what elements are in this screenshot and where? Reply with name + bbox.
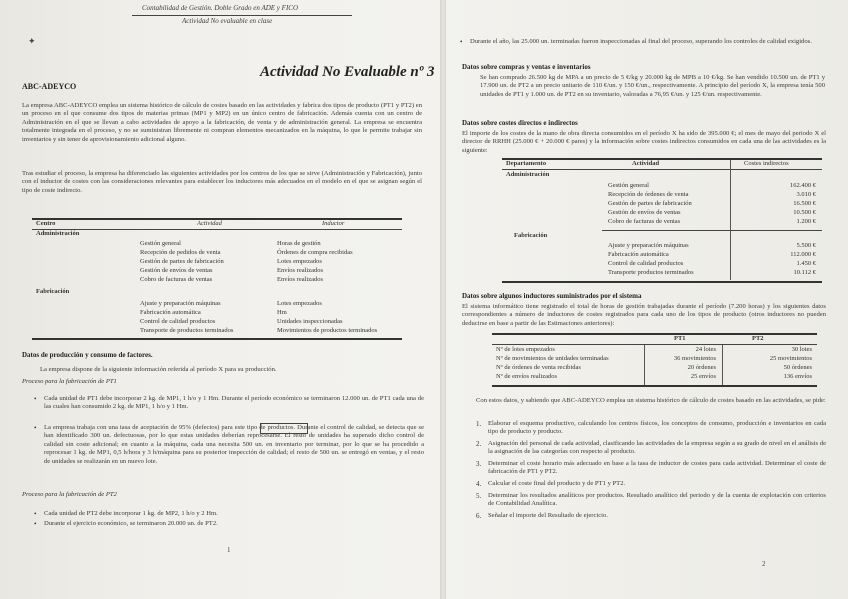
table-header-rule: [32, 229, 402, 230]
table-bottom-rule: [492, 385, 817, 387]
table-cell: 24 lotes: [695, 346, 716, 353]
drivers-heading: Datos sobre algunos inductores suministrados por el sistema: [462, 292, 642, 300]
header-activity: Actividad No evaluable en clase: [182, 17, 273, 25]
table-cell: Unidades inspeccionadas: [277, 318, 343, 325]
table-cell: 5.500 €: [796, 242, 816, 249]
table-cell: Control de calidad productos: [608, 260, 684, 267]
pt1-bullet-2: La empresa trabaja con una tasa de aceptación de 95% (defectos) para este tipo de productos. Durante el control de calidad, se detecta que se han identificado 300 un. defectuosas, por lo que estas unidades deberían reprocesarse. El resto de unidades ha superado dicho control de calidad sin coste adicional; en cuanto a la máquina, cada una necesita 500 un. en inventario por terminar, por lo que se ha procedido a reprocesar 1 kg. de MP1, 0,5 h/hora y 3 h/máquina para su posterior inspección de calidad; el resto de 500 un. se entregó en ventas, y el resto de unidades se realizarán en un nuevo lote.: [44, 424, 424, 465]
table-cell: Ajuste y preparación máquinas: [140, 300, 221, 307]
right-page: [452, 0, 832, 599]
bullet-marker: •: [460, 38, 463, 46]
table-cell: Control de calidad productos: [140, 318, 216, 325]
inspection-bullet: Durante el año, las 25.000 un. terminadas fueron inspeccionadas al final del proceso, superando los controles de calidad exigidos.: [470, 38, 812, 45]
costs-text: El importe de los costes de la mano de obra directa consumidos en el período X ha sido de 395.000 €; el mes de mayo del periodo X el director de RRHH (25.000 € + 20.000 € pares) y la información sobre costes indirectos consumidos en cada una de las actividades es la siguiente:: [462, 130, 826, 154]
task-number: 6.: [476, 512, 482, 520]
col-header-activity: Actividad: [632, 160, 660, 167]
table-cell: 50 órdenes: [783, 364, 812, 371]
page-title: Actividad No Evaluable nº 3: [260, 64, 435, 80]
task-item: Calcular el coste final del producto y de PT1 y PT2.: [488, 480, 626, 487]
table-cell: Envíos realizados: [277, 267, 324, 274]
col-header-driver: Inductor: [322, 220, 345, 227]
table-cell: 112.000 €: [790, 251, 816, 258]
table-cell: 136 envíos: [783, 373, 812, 380]
table-cell: 1.200 €: [796, 218, 816, 225]
task-item: Determinar el coste horario más adecuado en base a la tasa de inductor de costes para cada actividad. Determinar el coste de fabricación de PT1 y PT2.: [488, 460, 826, 476]
table-cell: Transporte productos terminados: [608, 269, 694, 276]
table-cell: Lotes empezados: [277, 258, 322, 265]
col-header-pt2: PT2: [752, 335, 764, 342]
task-number: 4.: [476, 480, 482, 488]
table-header-rule: [502, 169, 822, 170]
table-cell: Gestión de partes de fabricación: [608, 200, 692, 207]
pt2-bullet-2: Durante el ejercicio económico, se terminaron 20.000 un. de PT2.: [44, 520, 218, 527]
col-header-activity: Actividad: [197, 220, 222, 227]
task-item: Asignación del personal de cada actividad, clasificando las actividades de la empresa según a su grado de nivel en el análisis de la asignación de las categorías con respecto al producto.: [488, 440, 826, 456]
task-item: Elaborar el esquema productivo, calculando los centros físicos, los conceptos de consumo, producción e inventarios en cada tipo de producto y producto.: [488, 420, 826, 436]
pt1-process-heading: Proceso para la fabricación de PT1: [22, 378, 117, 385]
task-item: Determinar los resultados analíticos por productos. Resultado analítico del periodo y de la cuenta de explotación con criterios de Contabilidad Analítica.: [488, 492, 826, 508]
costs-heading: Datos sobre costes directos e indirectos: [462, 119, 578, 127]
table-cell: 25 movimientos: [769, 355, 812, 362]
table-cell: Horas de gestión: [277, 240, 321, 247]
task-number: 3.: [476, 460, 482, 468]
table-cell: Gestión general: [140, 240, 181, 247]
intro-paragraph-2: Tras estudiar el proceso, la empresa ha diferenciado las siguientes actividades por los centros de los que se sirve (Administración y Fabricación), junto con el inductor de costes con las consideraciones relevantes para establecer los inductores más adecuados en el modelo en el que se asignan según el tipo de coste indirecto.: [22, 170, 422, 194]
table-cell: Nº de movimientos de unidades terminadas: [496, 355, 609, 362]
table-bottom-rule: [502, 281, 822, 283]
table-cell: Recepción de órdenes de venta: [608, 191, 689, 198]
task-number: 5.: [476, 492, 482, 500]
table-cell: 1.450 €: [796, 260, 816, 267]
table-cell: Hm: [277, 309, 287, 316]
col-header-center: Centro: [36, 220, 56, 227]
company-name: ABC-ADEYCO: [22, 82, 77, 91]
table-cell: 162.400 €: [790, 182, 816, 189]
highlight-box: [260, 423, 308, 434]
table-cell: Transporte de productos terminados: [140, 327, 234, 334]
col-header-department: Departamento: [506, 160, 547, 167]
task-number: 2.: [476, 440, 482, 448]
table-top-rule: [492, 333, 817, 335]
book-gutter: [440, 0, 446, 599]
pt1-bullet-1: Cada unidad de PT1 debe incorporar 2 kg. de MP1, 1 h/o y 1 Hm. Durante el período económico se terminaron 12.000 un. de PT1 cada una de las cuales han consumido 2 kg. de MP1, 1 h/o y 1 Hm.: [44, 395, 424, 411]
left-page: [22, 0, 437, 599]
table-cell: Ajuste y preparación máquinas: [608, 242, 689, 249]
tasks-intro: Con estos datos, y sabiendo que ABC-ADEYCO emplea un sistema histórico de cálculo de costes basado en las actividades, se pide:: [476, 397, 826, 404]
header-course: Contabilidad de Gestión. Doble Grado en ADE y FICO: [142, 4, 298, 12]
group-rule: [602, 230, 822, 231]
table-cell: 20 órdenes: [687, 364, 716, 371]
col-header-pt1: PT1: [674, 335, 686, 342]
page-number-right: 2: [762, 560, 766, 568]
pt2-bullet-1: Cada unidad de PT2 debe incorporar 1 kg. de MP2, 1 h/o y 2 Hm.: [44, 510, 218, 517]
table-cell: 10.500 €: [793, 209, 816, 216]
table-cell: Lotes empezados: [277, 300, 322, 307]
group-label-administration: Administración: [506, 171, 550, 178]
table-cell: 36 movimientos: [673, 355, 716, 362]
col-header-cost: Costes indirectos: [744, 160, 789, 167]
table-cell: Nº de lotes empezados: [496, 346, 555, 353]
table-cell: Envíos realizados: [277, 276, 324, 283]
table-cell: Nº de órdenes de venta recibidas: [496, 364, 581, 371]
table-cell: Movimientos de productos terminados: [277, 327, 378, 334]
group-label-fabrication: Fabricación: [36, 288, 70, 295]
table-cell: Nº de envíos realizados: [496, 373, 558, 380]
bullet-marker: •: [34, 395, 37, 403]
table-cell: Gestión de envíos de ventas: [140, 267, 213, 274]
table-cell: 30 lotes: [791, 346, 812, 353]
table-cell: Fabricación automática: [140, 309, 201, 316]
bullet-marker: •: [34, 520, 37, 528]
bullet-marker: •: [34, 510, 37, 518]
group-label-administration: Administración: [36, 230, 80, 237]
punch-mark: ✦: [28, 36, 36, 46]
table-cell: 3.010 €: [796, 191, 816, 198]
production-heading: Datos de producción y consumo de factores.: [22, 351, 153, 359]
table-cell: Cobro de facturas de ventas: [608, 218, 681, 225]
table-bottom-rule: [32, 338, 402, 340]
table-cell: Cobro de facturas de ventas: [140, 276, 213, 283]
purchases-heading: Datos sobre compras y ventas e inventarios: [462, 63, 591, 71]
task-number: 1.: [476, 420, 482, 428]
header-rule: [132, 15, 352, 16]
drivers-text: El sistema informático tiene registrado el total de horas de gestión trabajadas durante el período (7.200 horas) y los siguientes datos correspondientes a número de inductores de costes registrados para cada uno de los tipos de producto (otros inductores no pueden deducirse en base a partir de las Estimaciones anteriores):: [462, 303, 826, 327]
task-item: Señalar el importe del Resultado de ejercicio.: [488, 512, 608, 519]
table-cell: Órdenes de compra recibidas: [277, 249, 353, 256]
table-cell: Fabricación automática: [608, 251, 669, 258]
table-cell: Recepción de pedidos de venta: [140, 249, 221, 256]
table-header-rule: [492, 344, 817, 345]
page-number-left: 1: [227, 546, 231, 554]
production-intro: La empresa dispone de la siguiente información referida al período X para su producción.: [40, 366, 277, 373]
table-column-divider: [730, 160, 731, 280]
purchases-text: Se han comprado 26.500 kg de MPA a un precio de 5 €/kg y 20.000 kg de MPB a 10 €/kg. Se han vendido 10.500 un. de PT1 y 17.900 un. de PT2 a un precio unitario de 110 €/un. y 150 €/un., respectivamente. A principio del período X, la empresa tenía 500 unidades de PT1 y 1.000 un. de PT2 en su inventario, valoradas a 76,95 €/un. y 125 €/un. respectivamente.: [480, 74, 825, 98]
table-cell: 16.500 €: [793, 200, 816, 207]
bullet-marker: •: [34, 424, 37, 432]
table-cell: 10.112 €: [793, 269, 816, 276]
group-label-fabrication: Fabricación: [514, 232, 548, 239]
table-column-divider: [722, 345, 723, 385]
table-cell: Gestión de envíos de ventas: [608, 209, 681, 216]
table-column-divider: [644, 345, 645, 385]
intro-paragraph-1: La empresa ABC-ADEYCO emplea un sistema histórico de cálculo de costes basado en las actividades y fabrica dos tipos de producto (PT1 y PT2) en un proceso en el que consume dos tipos de materias primas (MP1 y MP2) en un único centro de fabricación. Además cuenta con un centro de Administración en el que se llevan a cabo actividades de apoyo a la fabricación, de venta y de administración general. La empresa se encuentra totalmente integrada en el proceso, y no se suministran libremente ni compran elementos mecanizados en la máquina, lo que le permite trabajar sin inventarios y sin tener de aprovisionamiento adicional alguno.: [22, 102, 422, 143]
pt2-process-heading: Proceso para la fabricación de PT2: [22, 491, 117, 498]
table-cell: Gestión de partes de fabricación: [140, 258, 224, 265]
table-cell: Gestión general: [608, 182, 649, 189]
table-cell: 25 envíos: [690, 373, 716, 380]
